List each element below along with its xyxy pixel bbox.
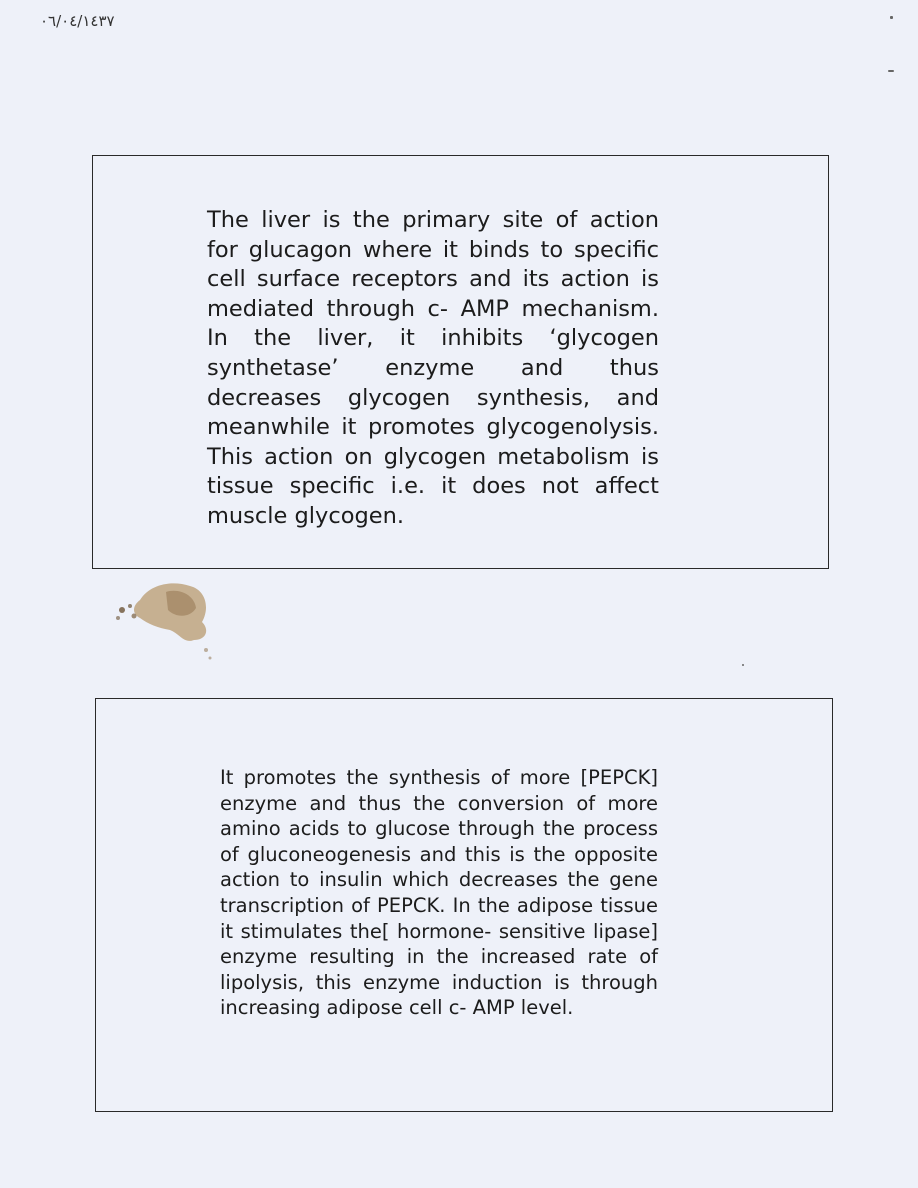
slide-frame-pepck-lipase [95,698,833,1112]
scan-mark [742,664,744,666]
scan-mark [890,16,893,19]
paper-stain [110,578,220,668]
scan-mark [888,70,894,72]
slide-text-liver-glucagon: The liver is the primary site of action for glucagon where it binds to specific cell surface receptors and its action is mediated through c- AMP mechanism. In the liver, it inhibits ‘glycogen synthetase’ enzyme and thus decreases glycogen synthesis, and meanwhile it promotes glycogenolysis. This action on glycogen metabolism is tissue specific i.e. it does not affect muscle glycogen. [207,207,659,529]
slide-text-pepck-lipase: It promotes the synthesis of more [PEPCK] enzyme and thus the conversion of more amino acids to glucose through the process of gluconeogenesis and this is the opposite action to insulin which decreases the gene transcription of PEPCK. In the adipose tissue it stimulates the[ hormone- sensitive lipase] enzyme resulting in the increased rate of lipolysis, this enzyme induction is through increasing adipose cell c- AMP level. [220,766,658,1020]
slide-frame-liver-glucagon [92,155,829,569]
page-date-stamp: ٠٦/٠٤/١٤٣٧ [40,12,115,30]
